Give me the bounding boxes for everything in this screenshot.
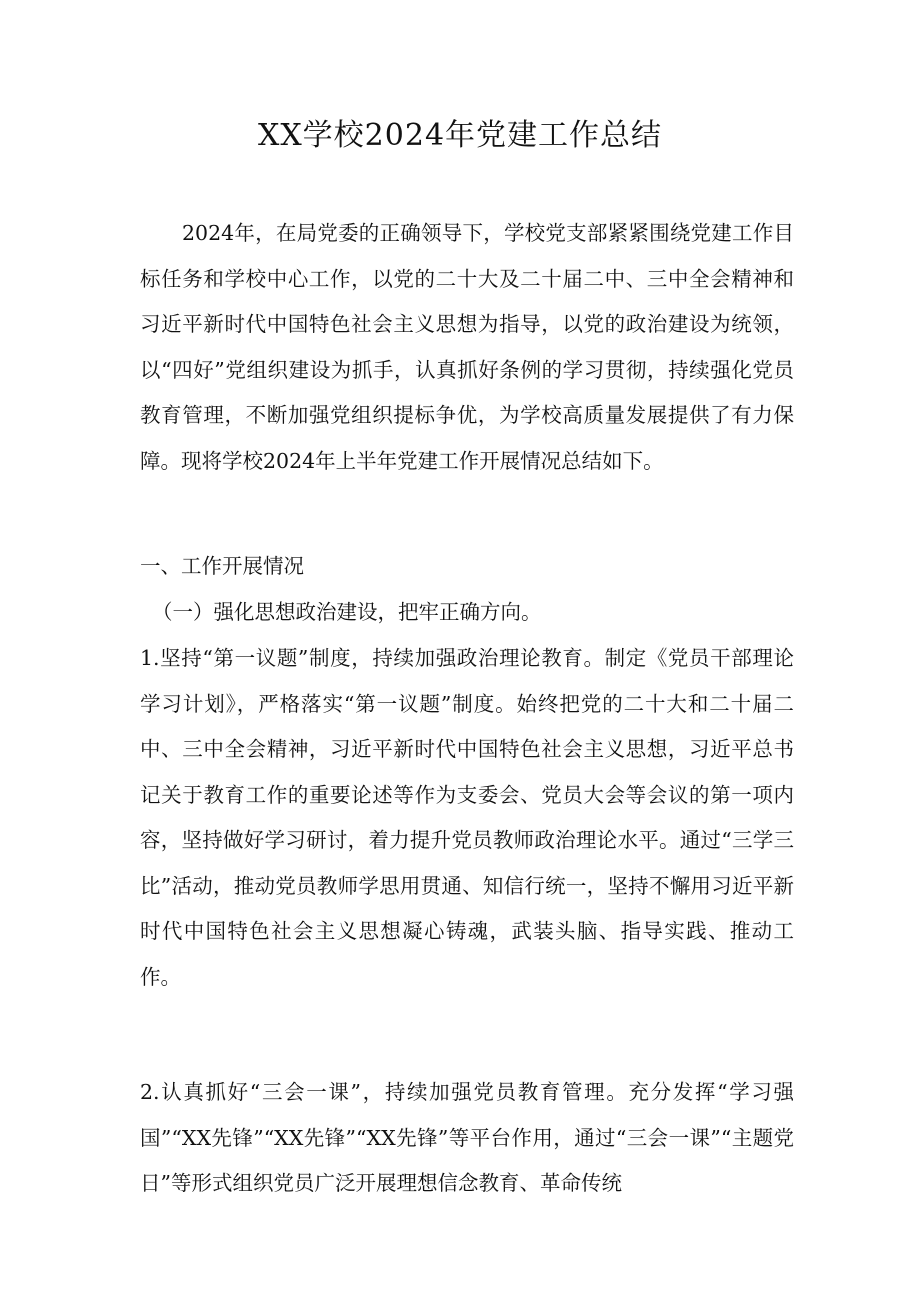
item-1-paragraph: 1.坚持“第一议题”制度，持续加强政治理论教育。制定《党员干部理论学习计划》，严格落实“第一议题”制度。始终把党的二十大和二十届二中、三中全会精神，习近平新时代中国特色社会主义思想，习近平总书记关于教育工作的重要论述等作为支委会、党员大会等会议的第一项内容，坚持做好学习研讨，着力提升党员教师政治理论水平。通过“三学三比”活动，推动党员教师学思用贯通、知信行统一，坚持不懈用习近平新时代中国特色社会主义思想凝心铸魂，武装头脑、指导实践、推动工作。 xyxy=(140,646,794,989)
item-2-paragraph: 2.认真抓好“三会一课”，持续加强党员教育管理。充分发挥“学习强国”“XX先锋”“XX先锋”“XX先锋”等平台作用，通过“三会一课”“主题党日”等形式组织党员广泛开展理想信念教育、革命传统 xyxy=(140,1080,794,1195)
document-title: XX学校2024年党建工作总结 xyxy=(257,118,663,153)
intro-paragraph: 2024年，在局党委的正确领导下，学校党支部紧紧围绕党建工作目标任务和学校中心工作，以党的二十大及二十届二中、三中全会精神和习近平新时代中国特色社会主义思想为指导，以党的政治建设为统领，以“四好”党组织建设为抓手，认真抓好条例的学习贯彻，持续强化党员教育管理，不断加强党组织提标争优，为学校高质量发展提供了有力保障。现将学校2024年上半年党建工作开展情况总结如下。 xyxy=(140,221,794,473)
section-heading: 一、工作开展情况 xyxy=(140,554,304,578)
subsection-heading: （一）强化思想政治建设，把牢正确方向。 xyxy=(152,600,542,624)
